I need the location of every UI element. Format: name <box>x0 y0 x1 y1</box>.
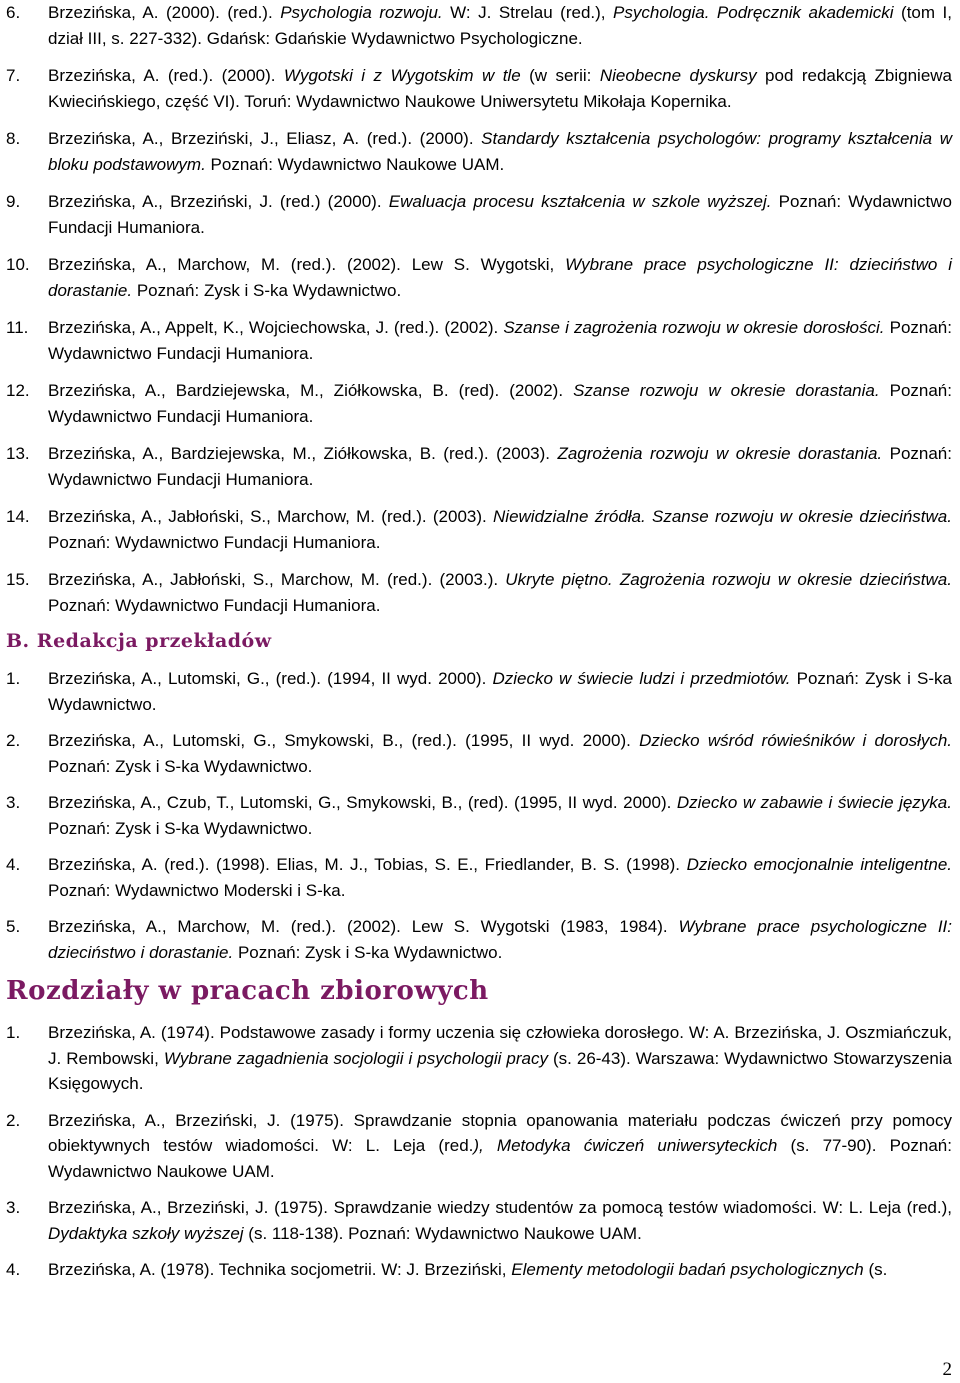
entry-number: 10. <box>6 255 30 274</box>
reference-entry <box>0 1020 960 1097</box>
page-number: 2 <box>942 1359 952 1380</box>
entry-number: 4. <box>6 855 21 874</box>
reference-entry <box>0 63 960 114</box>
reference-entry <box>0 1257 960 1283</box>
entry-text: Brzezińska, A., Bardziejewska, M., Ziółkowska, B. (red). (2002). <box>48 381 574 400</box>
entry-text: Brzezińska, A., Czub, T., Lutomski, G., Smykowski, B., (red). (1995, II wyd. 2000). <box>48 793 677 812</box>
entry-text: Brzezińska, A., Brzeziński, J. (red.) (2000). <box>48 192 389 211</box>
entry-title: Niewidzialne źródła. Szanse rozwoju w okresie dzieciństwa. <box>493 507 952 526</box>
reference-entry <box>0 790 960 841</box>
entry-text: Poznań: Zysk i S-ka Wydawnictwo. <box>48 818 313 838</box>
entry-number: 12. <box>6 381 30 400</box>
entry-text: Brzezińska, A., Jabłoński, S., Marchow, M. (red.). (2003). <box>48 507 494 526</box>
reference-list-translations <box>0 666 960 965</box>
reference-entry <box>0 189 960 240</box>
reference-entry <box>0 252 960 303</box>
reference-entry <box>0 728 960 779</box>
entry-text: Poznań: Zysk i S-ka Wydawnictwo. <box>132 280 402 300</box>
reference-entry <box>0 567 960 618</box>
entry-number: 15. <box>6 570 30 589</box>
entry-text: Poznań: Wydawnictwo Naukowe UAM. <box>205 154 505 174</box>
reference-entry <box>0 852 960 903</box>
entry-number: 5. <box>6 917 21 936</box>
entry-number: 7. <box>6 66 21 85</box>
entry-title: Wybrane prace psychologiczne II: dzieciństwo i dorastanie. <box>48 255 952 300</box>
entry-title: Nieobecne dyskursy <box>599 66 757 85</box>
entry-number: 11. <box>6 318 29 337</box>
entry-title: Dziecko emocjonalnie inteligentne. <box>686 855 952 874</box>
entry-number: 6. <box>6 3 21 22</box>
entry-text: Brzezińska, A., Brzeziński, J. (1975). Sprawdzanie wiedzy studentów za pomocą testów wiadomości. W: L. Leja (red.), <box>48 1198 952 1217</box>
section-heading-chapters: Rozdziały w pracach zbiorowych <box>6 976 489 1006</box>
entry-text: Brzezińska, A., Marchow, M. (red.). (2002). Lew S. Wygotski, <box>48 255 566 274</box>
entry-title: Szanse rozwoju w okresie dorastania. <box>573 381 880 400</box>
reference-entry <box>0 0 960 51</box>
entry-text: Brzezińska, A., Bardziejewska, M., Ziółkowska, B. (red.). (2003). <box>48 444 558 463</box>
entry-number: 1. <box>6 1023 21 1042</box>
entry-title: Wybrane prace psychologiczne II: dzieciństwo i dorastanie. <box>48 917 953 962</box>
entry-number: 3. <box>6 1198 21 1217</box>
entry-text: Brzezińska, A., Lutomski, G., Smykowski, B., (red.). (1995, II wyd. 2000). <box>48 731 640 750</box>
entry-text: (w serii: <box>520 66 600 85</box>
entry-text: Poznań: Wydawnictwo Fundacji Humaniora. <box>48 318 952 363</box>
entry-number: 8. <box>6 129 21 148</box>
reference-entry <box>0 504 960 555</box>
entry-text: Brzezińska, A., Brzeziński, J., Eliasz, A. (red.). (2000). <box>48 129 482 148</box>
entry-title: Ewaluacja procesu kształcenia w szkole wyższej. <box>388 192 772 211</box>
entry-text: W: J. Strelau (red.), <box>442 3 614 22</box>
reference-entry <box>0 914 960 965</box>
reference-entry <box>0 1195 960 1246</box>
reference-list-editorial <box>0 0 960 618</box>
entry-text: (tom I, dział III, s. 227-332). Gdańsk: Gdańskie Wydawnictwo Psychologiczne. <box>48 3 952 48</box>
entry-text: Brzezińska, A., Lutomski, G., (red.). (1994, II wyd. 2000). <box>48 669 493 688</box>
entry-title: Ukryte piętno. Zagrożenia rozwoju w okresie dzieciństwa. <box>505 570 952 589</box>
entry-text: Brzezińska, A., Brzeziński, J. (1975). Sprawdzanie stopnia opanowania materiału podczas ćwiczeń przy pomocy obiektywnych testów wiadomości. W: L. Leja (red. <box>48 1110 952 1155</box>
entry-number: 2. <box>6 731 21 750</box>
entry-text: Poznań: Wydawnictwo Fundacji Humaniora. <box>48 192 952 237</box>
entry-number: 13. <box>6 444 30 463</box>
entry-number: 14. <box>6 507 30 526</box>
entry-text: Poznań: Zysk i S-ka Wydawnictwo. <box>233 942 503 962</box>
entry-text: pod redakcją Zbigniewa Kwiecińskiego, część VI). Toruń: Wydawnictwo Naukowe Uniwersytetu Mikołaja Kopernika. <box>48 66 953 111</box>
entry-number: 1. <box>6 669 21 688</box>
entry-text: Brzezińska, A., Appelt, K., Wojciechowska, J. (red.). (2002). <box>48 318 504 337</box>
entry-text: Brzezińska, A. (2000). (red.). <box>48 3 281 22</box>
entry-title: Wygotski i z Wygotskim w tle <box>283 66 521 85</box>
entry-text: Poznań: Zysk i S-ka Wydawnictwo. <box>48 669 952 714</box>
reference-entry <box>0 441 960 492</box>
entry-text: (s. 77-90). Poznań: Wydawnictwo Naukowe UAM. <box>48 1136 952 1181</box>
entry-text: Poznań: Wydawnictwo Moderski i S-ka. <box>48 880 346 900</box>
entry-title: Zagrożenia rozwoju w okresie dorastania. <box>557 444 883 463</box>
entry-text: (s. 26-43). Warszawa: Wydawnictwo Stowarzyszenia Księgowych. <box>48 1048 953 1093</box>
reference-list-chapters <box>0 1020 960 1283</box>
entry-text: Poznań: Wydawnictwo Fundacji Humaniora. <box>48 595 381 615</box>
entry-text: Brzezińska, A., Marchow, M. (red.). (2002). Lew S. Wygotski (1983, 1984). <box>48 917 679 936</box>
reference-entry <box>0 315 960 366</box>
entry-text: Poznań: Wydawnictwo Fundacji Humaniora. <box>48 444 952 489</box>
entry-number: 4. <box>6 1260 21 1279</box>
entry-text: Brzezińska, A., Jabłoński, S., Marchow, M. (red.). (2003.). <box>48 570 506 589</box>
entry-text: (s. <box>863 1260 888 1279</box>
entry-title: Dziecko w świecie ludzi i przedmiotów. <box>492 669 791 688</box>
entry-title: Wybrane zagadnienia socjologii i psychologii pracy <box>163 1048 548 1068</box>
entry-text: Brzezińska, A. (1974). Podstawowe zasady i formy uczenia się człowieka dorosłego. W: A. Brzezińska, J. Oszmiańczuk, J. Rembowski, <box>48 1023 952 1068</box>
entry-title: Dziecko wśród rówieśników i dorosłych. <box>639 731 953 750</box>
entry-title: Elementy metodologii badań psychologicznych <box>511 1260 864 1279</box>
entry-title: Psychologia rozwoju. <box>280 3 443 22</box>
entry-text: Brzezińska, A. (red.). (1998). Elias, M. J., Tobias, S. E., Friedlander, B. S. (1998). <box>48 855 687 874</box>
reference-entry <box>0 666 960 717</box>
section-heading-translations: B. Redakcja przekładów <box>6 630 272 652</box>
entry-text: Poznań: Zysk i S-ka Wydawnictwo. <box>48 756 313 776</box>
entry-title: Szanse i zagrożenia rozwoju w okresie dorosłości. <box>503 318 885 337</box>
entry-text: Poznań: Wydawnictwo Fundacji Humaniora. <box>48 381 952 426</box>
entry-title: ), Metodyka ćwiczeń uniwersyteckich <box>473 1136 778 1155</box>
entry-text: Poznań: Wydawnictwo Fundacji Humaniora. <box>48 532 381 552</box>
entry-number: 3. <box>6 793 21 812</box>
entry-number: 9. <box>6 192 21 211</box>
entry-text: (s. 118-138). Poznań: Wydawnictwo Naukowe UAM. <box>243 1223 642 1243</box>
reference-entry <box>0 378 960 429</box>
entry-text: Brzezińska, A. (red.). (2000). <box>48 66 284 85</box>
entry-title: Dziecko w zabawie i świecie języka. <box>676 793 952 812</box>
reference-entry <box>0 126 960 177</box>
entry-text: Brzezińska, A. (1978). Technika socjometrii. W: J. Brzeziński, <box>48 1260 512 1279</box>
entry-number: 2. <box>6 1110 21 1130</box>
entry-title: Psychologia. Podręcznik akademicki <box>613 3 894 22</box>
entry-title: Dydaktyka szkoły wyższej <box>48 1223 244 1243</box>
reference-entry <box>0 1108 960 1185</box>
entry-title: Standardy kształcenia psychologów: programy kształcenia w bloku podstawowym. <box>48 129 952 174</box>
